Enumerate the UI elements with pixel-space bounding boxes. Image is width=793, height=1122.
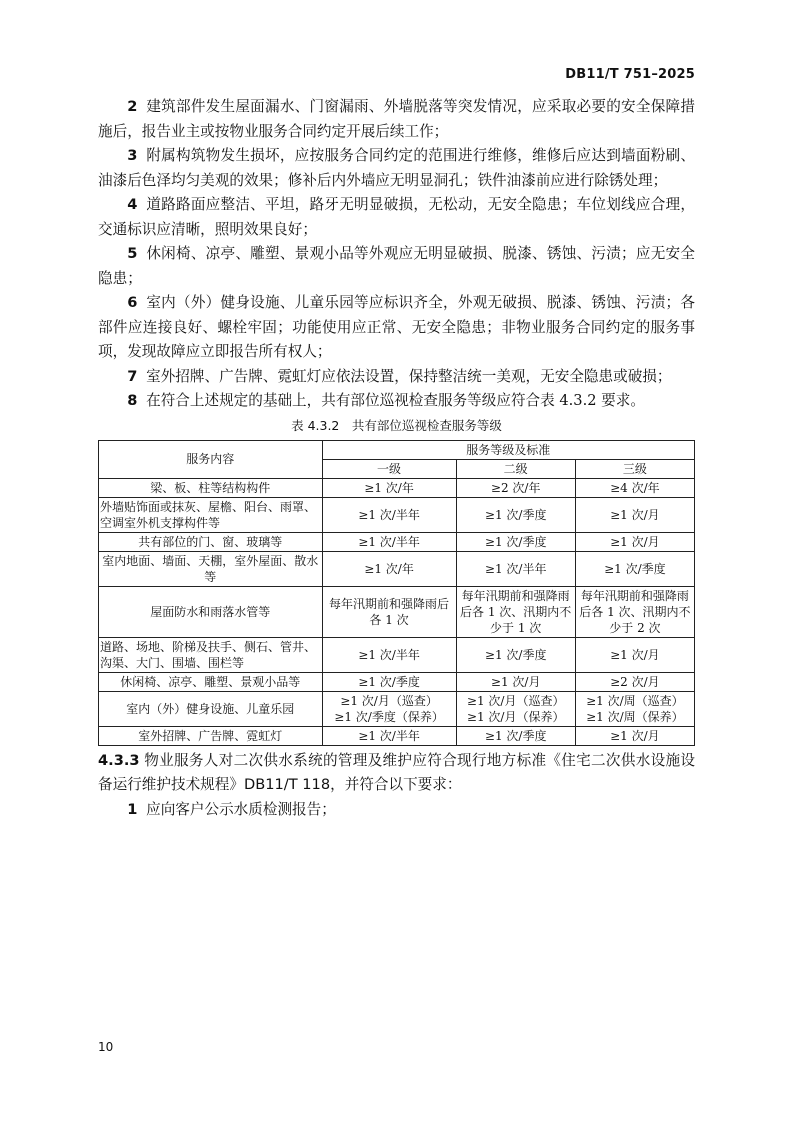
item-text: 附属构筑物发生损坏，应按服务合同约定的范围进行维修，维修后应达到墙面粉刷、油漆后色泽均匀美观的效果；修补后内外墙应无明显洞孔；铁件油漆前应进行除锈处理； bbox=[98, 147, 695, 189]
cell-level-1: ≥1 次/半年 bbox=[322, 497, 456, 532]
cell-line: ≥1 次/周（保养） bbox=[586, 709, 684, 724]
cell-level-2: ≥1 次/季度 bbox=[456, 637, 575, 672]
cell-level-1: ≥1 次/半年 bbox=[322, 637, 456, 672]
cell-level-2: ≥1 次/季度 bbox=[456, 726, 575, 745]
cell-line: ≥1 次/季度（保养） bbox=[334, 709, 444, 724]
item-text: 建筑部件发生屋面漏水、门窗漏雨、外墙脱落等突发情况，应采取必要的安全保障措施后，报告业主或按物业服务合同约定开展后续工作； bbox=[98, 98, 695, 140]
table-header-row bbox=[99, 440, 695, 459]
table-row bbox=[99, 691, 695, 726]
table-row bbox=[99, 497, 695, 532]
cell-content: 共有部位的门、窗、玻璃等 bbox=[99, 532, 323, 551]
table-row bbox=[99, 551, 695, 586]
cell-level-2: 每年汛期前和强降雨后各 1 次、汛期内不少于 1 次 bbox=[456, 586, 575, 637]
service-level-table bbox=[98, 440, 695, 746]
item-text: 室内（外）健身设施、儿童乐园等应标识齐全，外观无破损、脱漆、锈蚀、污渍；各部件应连接良好、螺栓牢固；功能使用应正常、无安全隐患；非物业服务合同约定的服务事项，发现故障应立即报告所有权人； bbox=[98, 294, 695, 360]
cell-line: ≥1 次/月（巡查） bbox=[466, 693, 565, 708]
header-level-1: 一级 bbox=[322, 459, 456, 478]
cell-line: ≥1 次/月（巡查） bbox=[340, 693, 438, 708]
cell-level-3 bbox=[575, 691, 694, 726]
cell-level-1: ≥1 次/年 bbox=[322, 478, 456, 497]
list-item bbox=[98, 291, 695, 365]
table-caption-title: 共有部位巡视检查服务等级 bbox=[351, 417, 502, 433]
section-paragraph bbox=[98, 749, 695, 798]
header-level-3: 三级 bbox=[575, 459, 694, 478]
item-number: 8 bbox=[127, 392, 138, 409]
cell-content: 屋面防水和雨落水管等 bbox=[99, 586, 323, 637]
table-row bbox=[99, 586, 695, 637]
cell-level-2: ≥1 次/季度 bbox=[456, 532, 575, 551]
section-text-a: 物业服务人对二次供水系统的管理及维护应符合现行地方标准《住宅二次供水设施设备运行维护技术规程》 bbox=[98, 751, 695, 793]
cell-level-1: ≥1 次/年 bbox=[322, 551, 456, 586]
list-item bbox=[98, 144, 695, 193]
cell-level-1 bbox=[322, 691, 456, 726]
cell-level-3: ≥1 次/月 bbox=[575, 497, 694, 532]
item-number: 6 bbox=[127, 294, 138, 311]
table-row bbox=[99, 532, 695, 551]
cell-level-2 bbox=[456, 691, 575, 726]
list-item bbox=[98, 798, 695, 823]
list-item bbox=[98, 193, 695, 242]
cell-content: 室外招牌、广告牌、霓虹灯 bbox=[99, 726, 323, 745]
header-service-level: 服务等级及标准 bbox=[322, 440, 695, 459]
page-number: 10 bbox=[98, 1040, 114, 1054]
item-number: 2 bbox=[127, 98, 138, 115]
cell-content: 室内（外）健身设施、儿童乐园 bbox=[99, 691, 323, 726]
cell-level-2: ≥1 次/半年 bbox=[456, 551, 575, 586]
cell-level-2: ≥1 次/季度 bbox=[456, 497, 575, 532]
cell-level-3: ≥1 次/月 bbox=[575, 637, 694, 672]
cell-level-3: ≥2 次/月 bbox=[575, 672, 694, 691]
item-text: 应向客户公示水质检测报告； bbox=[146, 800, 336, 818]
item-number: 5 bbox=[127, 245, 138, 262]
list-item bbox=[98, 95, 695, 144]
table-row bbox=[99, 478, 695, 497]
cell-level-3: 每年汛期前和强降雨后各 1 次、汛期内不少于 2 次 bbox=[575, 586, 694, 637]
cell-level-1: ≥1 次/季度 bbox=[322, 672, 456, 691]
cell-line: ≥1 次/月（保养） bbox=[466, 709, 565, 724]
item-text: 道路路面应整洁、平坦，路牙无明显破损，无松动，无安全隐患；车位划线应合理，交通标识应清晰，照明效果良好； bbox=[98, 196, 695, 238]
cell-line: ≥1 次/周（巡查） bbox=[586, 693, 684, 708]
cell-level-3: ≥1 次/月 bbox=[575, 532, 694, 551]
item-number: 3 bbox=[127, 147, 138, 164]
cell-content: 道路、场地、阶梯及扶手、侧石、管井、沟渠、大门、围墙、围栏等 bbox=[99, 637, 323, 672]
item-text: 在符合上述规定的基础上，共有部位巡视检查服务等级应符合表 4.3.2 要求。 bbox=[146, 392, 645, 409]
cell-content: 外墙贴饰面或抹灰、屋檐、阳台、雨罩、空调室外机支撑构件等 bbox=[99, 497, 323, 532]
cell-level-2: ≥1 次/月 bbox=[456, 672, 575, 691]
cell-level-1: 每年汛期前和强降雨后各 1 次 bbox=[322, 586, 456, 637]
list-item bbox=[98, 242, 695, 291]
cell-content: 休闲椅、凉亭、雕塑、景观小品等 bbox=[99, 672, 323, 691]
header-level-2: 二级 bbox=[456, 459, 575, 478]
section-text-b: ，并符合以下要求： bbox=[330, 776, 462, 793]
list-item bbox=[98, 365, 695, 390]
document-code-header: DB11/T 751–2025 bbox=[565, 67, 695, 82]
cell-level-1: ≥1 次/半年 bbox=[322, 726, 456, 745]
list-item bbox=[98, 389, 695, 414]
cell-level-2: ≥2 次/年 bbox=[456, 478, 575, 497]
cell-content: 室内地面、墙面、天棚，室外屋面、散水等 bbox=[99, 551, 323, 586]
cell-level-3: ≥1 次/季度 bbox=[575, 551, 694, 586]
cell-level-3: ≥1 次/月 bbox=[575, 726, 694, 745]
cell-level-3: ≥4 次/年 bbox=[575, 478, 694, 497]
item-number: 4 bbox=[127, 196, 138, 213]
section-number: 4.3.3 bbox=[98, 751, 140, 769]
table-row bbox=[99, 637, 695, 672]
table-caption bbox=[98, 417, 695, 435]
page-body bbox=[98, 95, 695, 822]
item-text: 室外招牌、广告牌、霓虹灯应依法设置，保持整洁统一美观，无安全隐患或破损； bbox=[146, 367, 672, 385]
item-number: 1 bbox=[127, 800, 138, 818]
standard-code: DB11/T 118 bbox=[243, 776, 331, 793]
table-row bbox=[99, 672, 695, 691]
header-service-content: 服务内容 bbox=[99, 440, 323, 478]
cell-content: 梁、板、柱等结构构件 bbox=[99, 478, 323, 497]
cell-level-1: ≥1 次/半年 bbox=[322, 532, 456, 551]
item-text: 休闲椅、凉亭、雕塑、景观小品等外观应无明显破损、脱漆、锈蚀、污渍；应无安全隐患； bbox=[98, 245, 695, 287]
table-caption-number: 表 4.3.2 bbox=[291, 417, 340, 433]
item-number: 7 bbox=[127, 367, 138, 385]
table-row bbox=[99, 726, 695, 745]
